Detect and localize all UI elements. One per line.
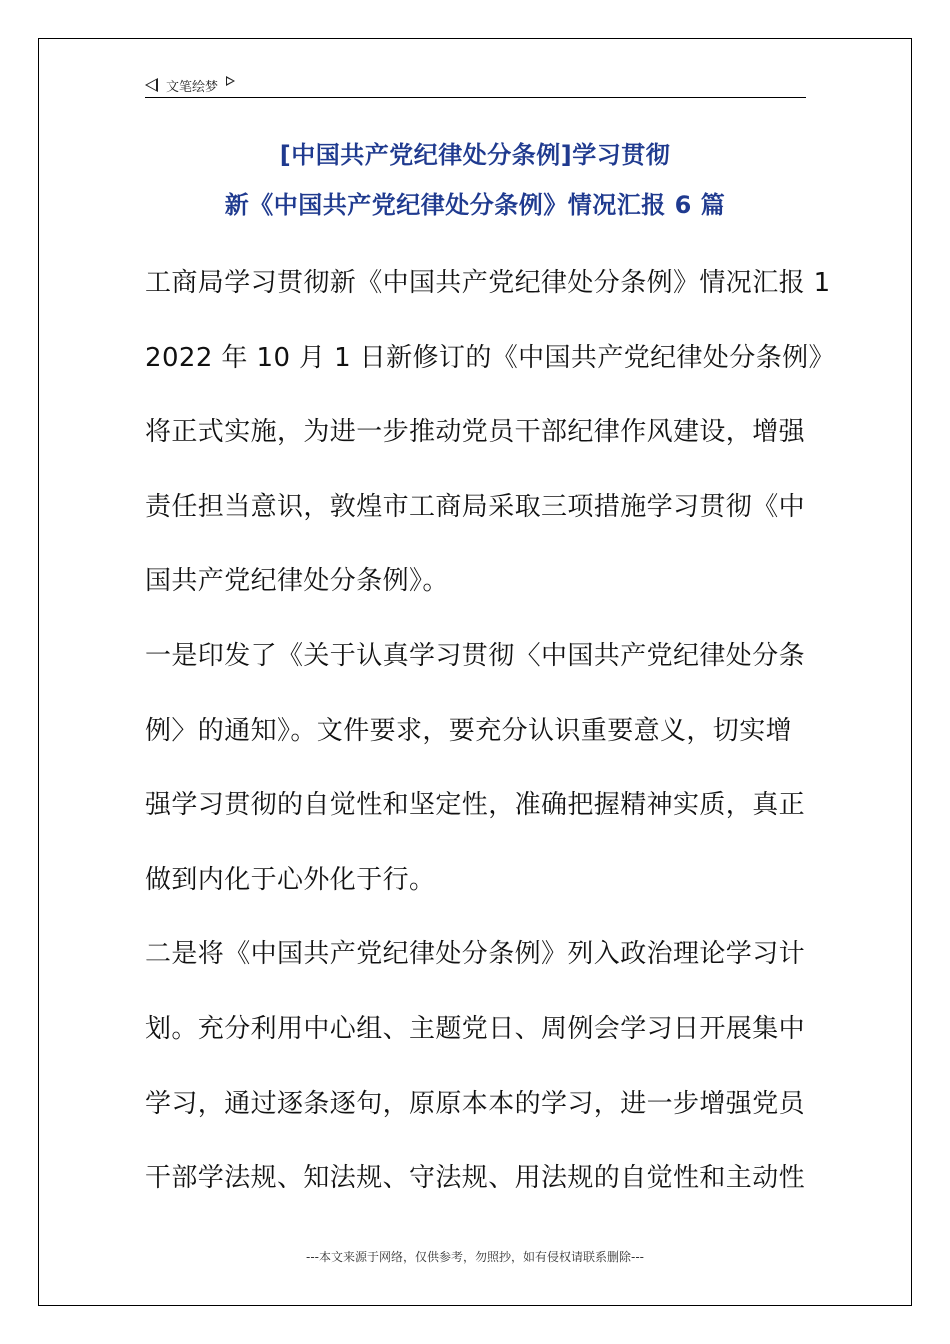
document-title-line-2: 新《中国共产党纪律处分条例》情况汇报 6 篇 (224, 191, 726, 219)
body-line: 做到内化于心外化于行。 (145, 864, 436, 895)
body-line: 一是印发了《关于认真学习贯彻〈中国共产党纪律处分条 (145, 640, 806, 671)
body-line: 干部学法规、知法规、守法规、用法规的自觉性和主动性 (145, 1163, 806, 1194)
header-divider (145, 97, 806, 98)
body-line: 划。充分利用中心组、主题党日、周例会学习日开展集中 (145, 1013, 806, 1044)
body-line: 将正式实施，为进一步推动党员干部纪律作风建设，增强 (145, 417, 806, 448)
document-body (145, 246, 835, 1216)
body-line: 2022 年 10 月 1 日新修订的《中国共产党纪律处分条例》 (145, 342, 835, 373)
body-line: 国共产党纪律处分条例》。 (145, 566, 449, 597)
document-title-line-1: [中国共产党纪律处分条例]学习贯彻 (279, 141, 671, 169)
body-line: 强学习贯彻的自觉性和坚定性，准确把握精神实质，真正 (145, 790, 806, 821)
triangle-left-icon (145, 78, 158, 92)
body-line: 二是将《中国共产党纪律处分条例》列入政治理论学习计 (145, 939, 806, 970)
triangle-right-icon (226, 76, 235, 86)
page-header (145, 72, 805, 98)
brand-text: 文笔绘梦 (166, 79, 219, 95)
body-line: 工商局学习贯彻新《中国共产党纪律处分条例》情况汇报 1 (145, 268, 831, 298)
body-line: 学习，通过逐条逐句，原原本本的学习，进一步增强党员 (145, 1088, 806, 1119)
body-line: 责任担当意识，敦煌市工商局采取三项措施学习贯彻《中 (145, 491, 806, 522)
page-footer: ---本文来源于网络，仅供参考，勿照抄，如有侵权请联系删除--- (306, 1250, 644, 1264)
body-line: 例〉的通知》。文件要求，要充分认识重要意义，切实增 (145, 715, 793, 746)
